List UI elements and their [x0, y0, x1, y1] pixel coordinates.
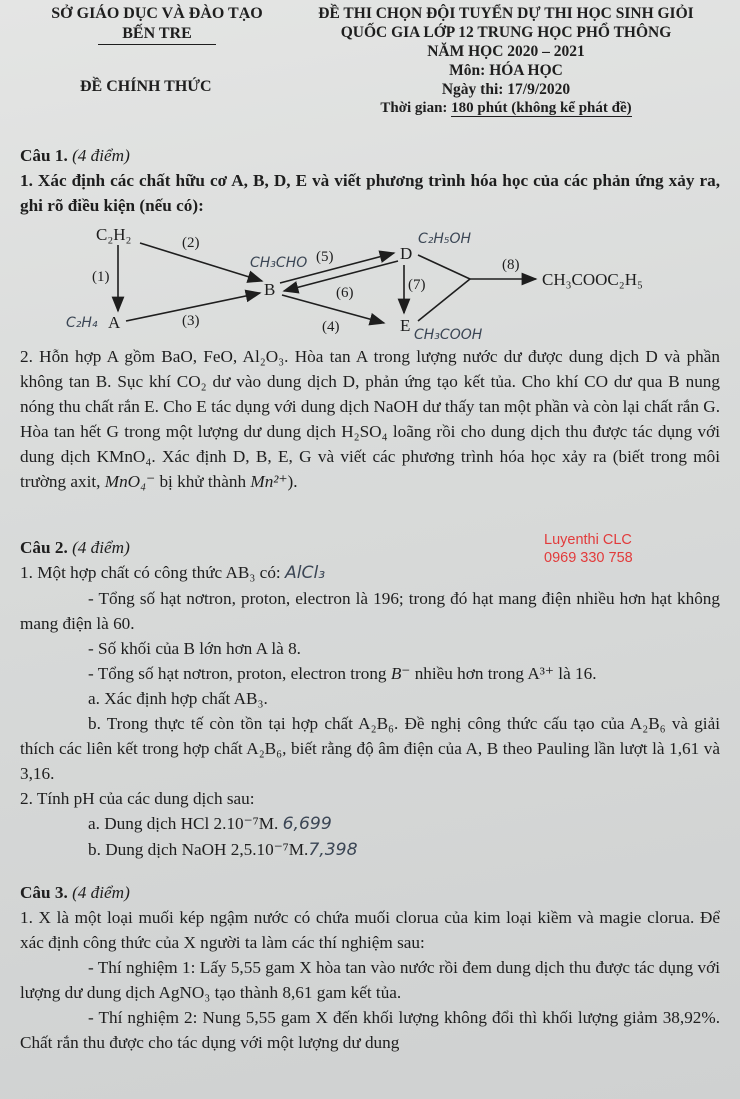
question-2-title: Câu 2. (4 điểm): [20, 538, 130, 557]
mno4-ion: MnO₄⁻: [104, 472, 156, 491]
note-b: CH₃CHO: [250, 255, 308, 271]
department-name: SỞ GIÁO DỤC VÀ ĐÀO TẠO: [51, 5, 263, 22]
node-product: CH₃COOC₂H₅: [542, 270, 643, 289]
node-d: D: [400, 244, 413, 263]
question-1: [20, 143, 720, 218]
school-year: NĂM HỌC 2020 – 2021: [427, 43, 585, 60]
arrow-8-from-e: [418, 279, 470, 321]
official-label: ĐỀ CHÍNH THỨC: [80, 78, 212, 95]
exam-header: [296, 4, 716, 118]
exam-date: Ngày thi: 17/9/2020: [441, 81, 571, 98]
watermark: Luyenthi CLC 0969 330 758: [544, 532, 633, 566]
node-e: E: [400, 316, 411, 335]
question-1-title: Câu 1. (4 điểm): [20, 146, 130, 165]
province-name: BẾN TRE: [98, 24, 216, 45]
subject: Môn: HÓA HỌC: [449, 62, 563, 79]
question-3-title: Câu 3. (4 điểm): [20, 883, 130, 902]
question-1-part-1: 1. Xác định các chất hữu cơ A, B, D, E và viết phương trình hóa học của các phản ứng xảy ra, ghi rõ điều kiện (nếu có):: [20, 171, 720, 215]
exam-title-line1: ĐỀ THI CHỌN ĐỘI TUYỂN DỰ THI HỌC SINH GIỎI: [318, 5, 694, 22]
note-e: CH₃COOH: [414, 327, 483, 340]
label-r5: (5): [316, 249, 334, 265]
reaction-diagram: [0, 215, 740, 340]
note-d: C₂H₅OH: [418, 231, 472, 247]
condition-3: - Tổng số hạt nơtron, proton, electron trong B⁻ nhiều hơn trong A³⁺ là 16.: [88, 664, 597, 683]
mn2-ion: Mn²⁺: [250, 472, 288, 491]
note-a: C₂H₄: [66, 315, 98, 331]
question-3-part-1: 1. X là một loại muối kép ngậm nước có chứa muối clorua của kim loại kiềm và magie clorua. Để xác định công thức của X người ta làm các thí nghiệm sau:: [20, 908, 720, 952]
label-r3: (3): [182, 313, 200, 329]
question-2-part-2: 2. Tính pH của các dung dịch sau:: [20, 789, 255, 808]
arrow-2: [140, 243, 262, 281]
question-2-2a: a. Dung dịch HCl 2.10⁻⁷M. 6,699: [88, 814, 332, 834]
experiment-1: - Thí nghiệm 1: Lấy 5,55 gam X hòa tan vào nước rồi đem dung dịch thu được tác dụng với lượng dư dung dịch AgNO₃ tạo thành 8,61 gam kết tủa.: [20, 958, 720, 1002]
note-ph-a: 6,699: [282, 814, 332, 834]
question-2a: a. Xác định hợp chất AB₃.: [88, 689, 268, 708]
label-r4: (4): [322, 319, 340, 335]
node-b: B: [264, 280, 276, 299]
experiment-2: - Thí nghiệm 2: Nung 5,55 gam X đến khối lượng không đổi thì khối lượng giảm 38,92%. Chất rắn thu được cho tác dụng với một lượng dư dung: [20, 1008, 720, 1052]
label-r1: (1): [92, 269, 110, 285]
question-2-2b: b. Dung dịch NaOH 2,5.10⁻⁷M.7,398: [88, 840, 358, 860]
arrow-8-from-d: [418, 255, 470, 279]
exam-title-line2: QUỐC GIA LỚP 12 TRUNG HỌC PHỔ THÔNG: [340, 24, 672, 41]
note-ph-b: 7,398: [308, 840, 358, 860]
condition-1: - Tổng số hạt nơtron, proton, electron là 196; trong đó hạt mang điện nhiều hơn hạt không mang điện là 60.: [20, 589, 720, 633]
label-r2: (2): [182, 235, 200, 251]
note-ab3: AlCl₃: [284, 563, 326, 583]
label-r8: (8): [502, 257, 520, 273]
exam-time: Thời gian: 180 phút (không kể phát đề): [380, 100, 632, 116]
label-r7: (7): [408, 277, 426, 293]
question-3: [20, 880, 720, 1055]
department-header: [22, 4, 292, 45]
node-c2h2: C₂H₂: [96, 225, 132, 244]
question-2b: b. Trong thực tế còn tồn tại hợp chất A₂B₆. Đề nghị công thức cấu tạo của A₂B₆ và giải thích các liên kết trong hợp chất A₂B₆, biết rằng độ âm điện của A, B theo Pauling lần lượt là 1,61 và 3,16.: [20, 714, 720, 783]
question-1-part-2: 2. Hỗn hợp A gồm BaO, FeO, Al₂O₃. Hòa tan A trong lượng nước dư được dung dịch D và phần không tan B. Sục khí CO₂ dư vào dung dịch D, phản ứng tạo kết tủa. Cho khí CO dư qua B nung nóng thu chất rắn E. Cho E tác dụng với dung dịch NaOH dư thấy tan một phần và còn lại chất rắn G. Hòa tan hết G trong một lượng dư dung dịch H₂SO₄ loãng rồi cho dung dịch thu được tác dụng với dung dịch KMnO₄. Xác định D, B, E, G và viết các phương trình hóa học xảy ra (biết trong môi trường axit, MnO₄⁻ bị khử thành Mn²⁺).: [20, 347, 720, 491]
node-a: A: [108, 313, 121, 332]
label-r6: (6): [336, 285, 354, 301]
condition-2: - Số khối của B lớn hơn A là 8.: [88, 639, 301, 658]
question-2: [20, 535, 720, 863]
question-2-part-1: 1. Một hợp chất có công thức AB₃ có: AlCl₃: [20, 563, 326, 583]
